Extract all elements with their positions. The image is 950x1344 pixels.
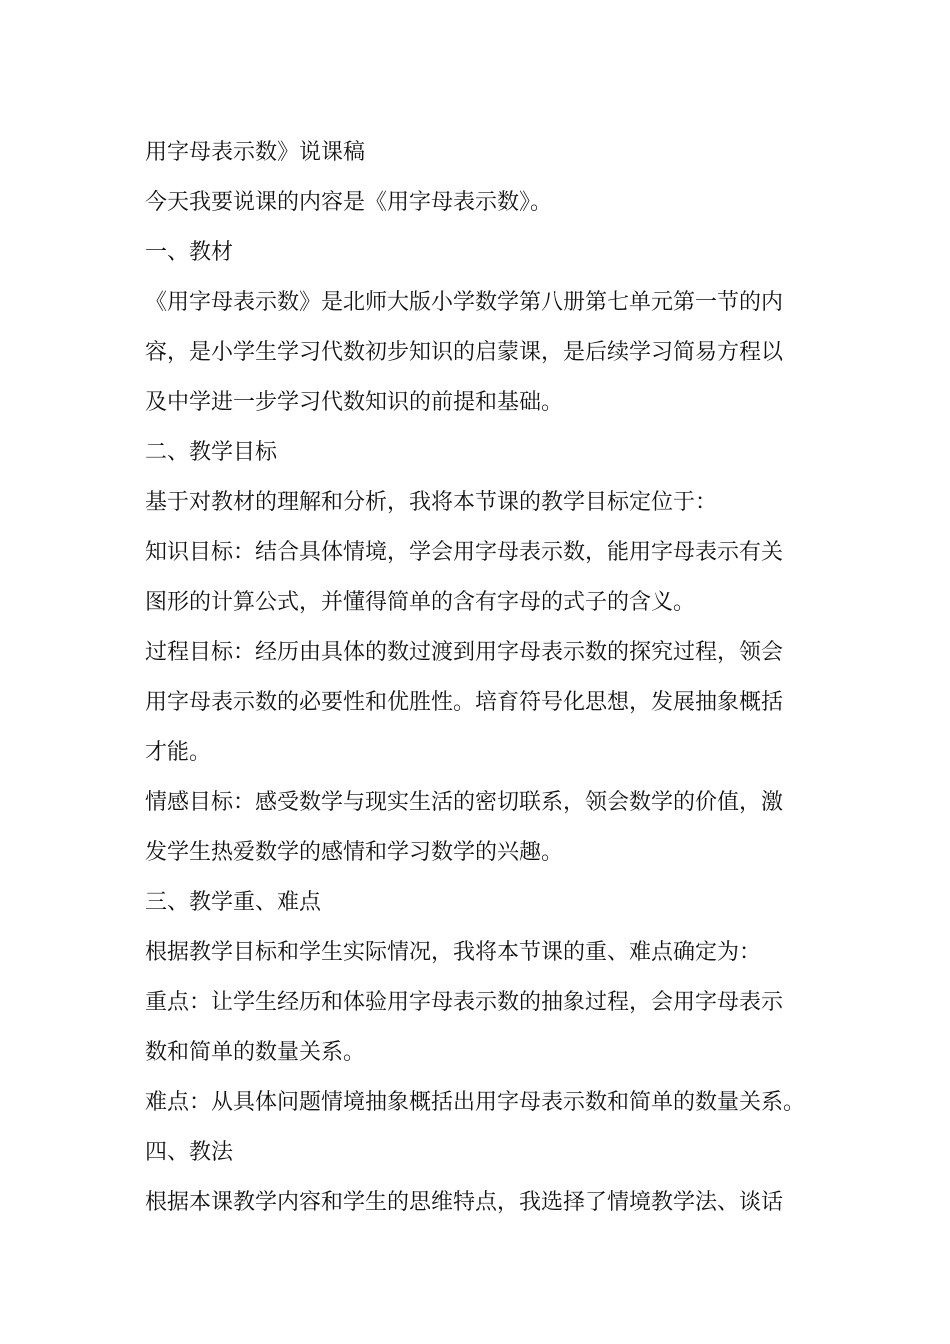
document-title: 用字母表示数》说课稿 — [145, 140, 366, 165]
objectives-intro-line: 基于对教材的理解和分析，我将本节课的教学目标定位于： — [145, 490, 718, 515]
textbook-paragraph-line: 及中学进一步学习代数知识的前提和基础。 — [145, 390, 564, 415]
process-objective-line: 用字母表示数的必要性和优胜性。培育符号化思想，发展抽象概括 — [145, 690, 784, 715]
process-objective-line: 过程目标：经历由具体的数过渡到用字母表示数的探究过程，领会 — [145, 640, 784, 665]
emotional-objective-line: 发学生热爱数学的感情和学习数学的兴趣。 — [145, 840, 564, 865]
teaching-method-line: 根据本课教学内容和学生的思维特点，我选择了情境教学法、谈话 — [145, 1190, 784, 1215]
section-heading-textbook: 一、教材 — [145, 240, 234, 265]
difficult-point-line: 难点：从具体问题情境抽象概括出用字母表示数和简单的数量关系。 — [145, 1090, 806, 1115]
emotional-objective-line: 情感目标：感受数学与现实生活的密切联系，领会数学的价值，激 — [145, 790, 784, 815]
section-heading-objectives: 二、教学目标 — [145, 440, 278, 465]
intro-paragraph: 今天我要说课的内容是《用字母表示数》。 — [145, 190, 553, 215]
key-points-intro-line: 根据教学目标和学生实际情况，我将本节课的重、难点确定为： — [145, 940, 762, 965]
section-heading-teaching-method: 四、教法 — [145, 1140, 234, 1165]
process-objective-line: 才能。 — [145, 740, 212, 765]
knowledge-objective-line: 知识目标：结合具体情境，学会用字母表示数，能用字母表示有关 — [145, 540, 784, 565]
key-point-line: 重点：让学生经历和体验用字母表示数的抽象过程，会用字母表示 — [145, 990, 784, 1015]
document-body — [145, 128, 810, 1228]
section-heading-key-points: 三、教学重、难点 — [145, 890, 322, 915]
textbook-paragraph-line: 容，是小学生学习代数初步知识的启蒙课，是后续学习简易方程以 — [145, 340, 784, 365]
key-point-line: 数和简单的数量关系。 — [145, 1040, 366, 1065]
textbook-paragraph-line: 《用字母表示数》是北师大版小学数学第八册第七单元第一节的内 — [145, 290, 784, 315]
knowledge-objective-line: 图形的计算公式，并懂得简单的含有字母的式子的含义。 — [145, 590, 696, 615]
